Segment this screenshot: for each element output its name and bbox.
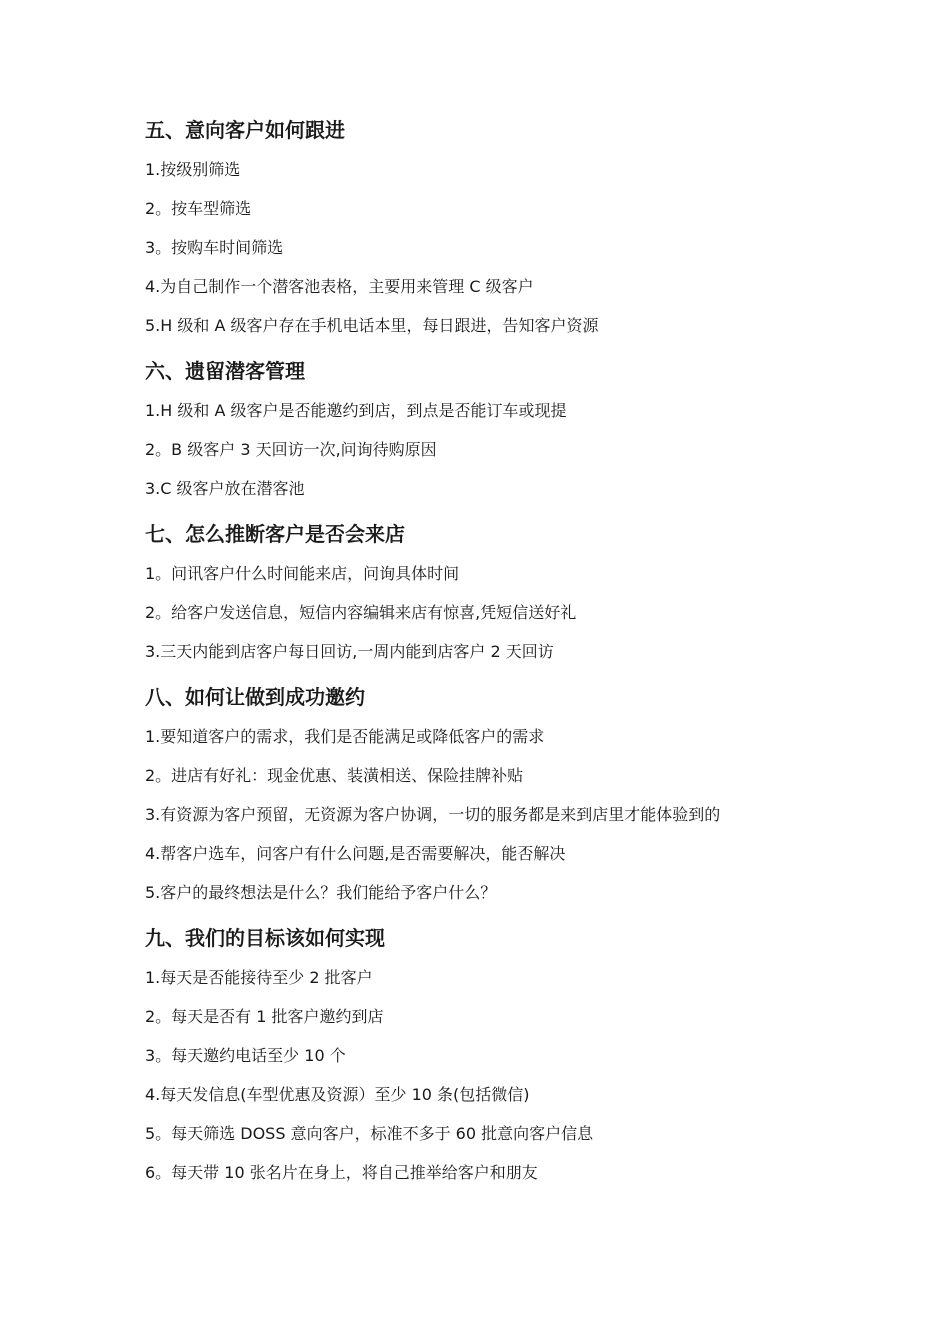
list-item: 1.要知道客户的需求，我们是否能满足或降低客户的需求 [145, 727, 545, 746]
section-8 [145, 683, 845, 904]
list-item: 3.有资源为客户预留，无资源为客户协调，一切的服务都是来到店里才能体验到的 [145, 805, 721, 824]
list-item: 5.H 级和 A 级客户存在手机电话本里，每日跟进，告知客户资源 [145, 316, 599, 335]
list-item: 5。每天筛选 DOSS 意向客户，标准不多于 60 批意向客户信息 [145, 1124, 594, 1143]
list-item: 1.按级别筛选 [145, 160, 241, 179]
section-heading: 九、我们的目标该如何实现 [145, 926, 385, 950]
list-item: 1.每天是否能接待至少 2 批客户 [145, 968, 373, 987]
section-heading: 六、遗留潜客管理 [145, 359, 305, 383]
list-item: 2。进店有好礼：现金优惠、装潢相送、保险挂牌补贴 [145, 766, 524, 785]
list-item: 5.客户的最终想法是什么？我们能给予客户什么？ [145, 883, 497, 902]
list-item: 4.为自己制作一个潜客池表格，主要用来管理 C 级客户 [145, 277, 534, 296]
section-heading: 七、怎么推断客户是否会来店 [145, 522, 405, 546]
list-item: 2。给客户发送信息，短信内容编辑来店有惊喜,凭短信送好礼 [145, 603, 577, 622]
list-item: 4.帮客户选车，问客户有什么问题,是否需要解决，能否解决 [145, 844, 566, 863]
list-item: 2。B 级客户 3 天回访一次,问询待购原因 [145, 440, 437, 459]
section-9 [145, 924, 845, 1184]
list-item: 3.三天内能到店客户每日回访,一周内能到店客户 2 天回访 [145, 642, 554, 661]
list-item: 3.C 级客户放在潜客池 [145, 479, 305, 498]
section-heading: 五、意向客户如何跟进 [145, 118, 345, 142]
list-item: 3。每天邀约电话至少 10 个 [145, 1046, 346, 1065]
list-item: 6。每天带 10 张名片在身上，将自己推举给客户和朋友 [145, 1163, 538, 1182]
list-item: 1.H 级和 A 级客户是否能邀约到店，到点是否能订车或现提 [145, 401, 567, 420]
list-item: 1。问讯客户什么时间能来店，问询具体时间 [145, 564, 460, 583]
list-item: 3。按购车时间筛选 [145, 238, 284, 257]
list-item: 4.每天发信息(车型优惠及资源）至少 10 条(包括微信) [145, 1085, 530, 1104]
list-item: 2。按车型筛选 [145, 199, 252, 218]
section-heading: 八、如何让做到成功邀约 [145, 685, 365, 709]
section-7 [145, 520, 845, 663]
section-5 [145, 116, 845, 337]
section-6 [145, 357, 845, 500]
list-item: 2。每天是否有 1 批客户邀约到店 [145, 1007, 384, 1026]
